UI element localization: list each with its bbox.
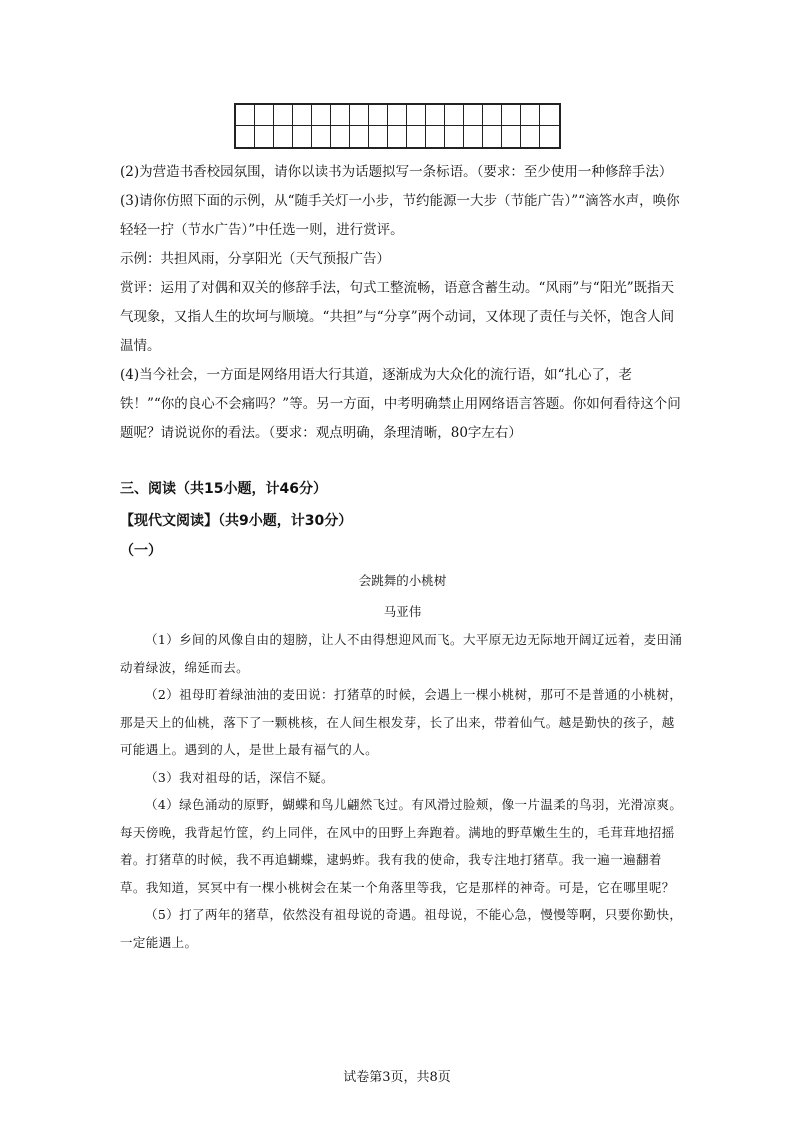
- story-paragraph: （3）我对祖母的话，深信不疑。: [145, 769, 334, 785]
- question-3: (3)请你仿照下面的示例，从“随手关灯一小步，节约能源一大步（节能广告）”“滴答水声，唤你轻轻一拧（节水广告）”中任选一则，进行赏评。: [120, 193, 680, 238]
- story-paragraph: （5）打了两年的猪草，依然没有祖母说的奇遇。祖母说，不能心急，慢慢等啊，只要你勤快，一定能遇上。: [120, 907, 683, 950]
- answer-grid[interactable]: [234, 103, 561, 149]
- grid-cell[interactable]: [255, 126, 274, 147]
- grid-cell[interactable]: [312, 126, 331, 147]
- grid-cell[interactable]: [388, 126, 407, 147]
- grid-cell[interactable]: [483, 126, 502, 147]
- story-paragraph: （2）祖母盯着绿油油的麦田说：打猪草的时候，会遇上一棵小桃树，那可不是普通的小桃树，那是天上的仙桃，落下了一颗桃核，在人间生根发芽，长了出来，带着仙气。越是勤快的孩子，越可能遇上。遇到的人，是世上最有福气的人。: [120, 687, 683, 757]
- grid-cell[interactable]: [236, 105, 255, 126]
- grid-cell[interactable]: [350, 126, 369, 147]
- grid-cell[interactable]: [407, 105, 426, 126]
- grid-cell[interactable]: [236, 126, 255, 147]
- grid-cell[interactable]: [445, 105, 464, 126]
- appreciation-text: 赏评：运用了对偶和双关的修辞手法，句式工整流畅，语意含蓄生动。“风雨”与“阳光”既指天气现象，又指人生的坎坷与顺境。“共担”与“分享”两个动词，又体现了责任与关怀，饱含人间温情。: [120, 280, 675, 354]
- section-heading: 三、阅读（共15小题，计46分）: [120, 481, 327, 497]
- part-heading: （一）: [120, 543, 162, 559]
- grid-cell[interactable]: [407, 126, 426, 147]
- grid-cell[interactable]: [521, 126, 540, 147]
- story-author: 马亚伟: [383, 604, 422, 619]
- grid-cell[interactable]: [255, 105, 274, 126]
- story-paragraph: （1）乡间的风像自由的翅膀，让人不由得想迎风而飞。大平原无边无际地开阔辽远着，麦田涌动着绿波，绵延而去。: [120, 632, 683, 675]
- grid-cell[interactable]: [502, 126, 521, 147]
- grid-cell[interactable]: [540, 126, 559, 147]
- example-text: 示例：共担风雨，分享阳光（天气预报广告）: [120, 251, 390, 267]
- page-footer: 试卷第3页，共8页: [343, 1070, 451, 1085]
- grid-cell[interactable]: [312, 105, 331, 126]
- grid-cell[interactable]: [350, 105, 369, 126]
- story-body: [120, 626, 685, 956]
- grid-cell[interactable]: [293, 105, 312, 126]
- grid-cell[interactable]: [464, 105, 483, 126]
- question-block: [120, 158, 685, 448]
- grid-cell[interactable]: [369, 126, 388, 147]
- grid-cell[interactable]: [274, 126, 293, 147]
- grid-cell[interactable]: [502, 105, 521, 126]
- grid-cell[interactable]: [464, 126, 483, 147]
- grid-cell[interactable]: [426, 105, 445, 126]
- grid-cell[interactable]: [331, 105, 350, 126]
- grid-cell[interactable]: [388, 105, 407, 126]
- story-paragraph: （4）绿色涌动的原野，蝴蝶和鸟儿翩然飞过。有风滑过脸颊，像一片温柔的鸟羽，光滑凉爽。每天傍晚，我背起竹筐，约上同伴，在风中的田野上奔跑着。满地的野草嫩生生的，毛茸茸地招摇着。打猪草的时候，我不再追蝴蝶，逮蚂蚱。我有我的使命，我专注地打猪草。我一遍一遍翻着草。我知道，冥冥中有一棵小桃树会在某一个角落里等我，它是那样的神奇。可是，它在哪里呢？: [120, 797, 683, 895]
- grid-cell[interactable]: [426, 126, 445, 147]
- grid-cell[interactable]: [293, 126, 312, 147]
- question-4: (4)当今社会，一方面是网络用语大行其道，逐渐成为大众化的流行语，如“扎心了，老铁！”“你的良心不会痛吗？”等。另一方面，中考明确禁止用网络语言答题。你如何看待这个问题呢？请说说你的看法。（要求：观点明确，条理清晰，80字左右）: [120, 367, 681, 441]
- grid-cell[interactable]: [521, 105, 540, 126]
- grid-cell[interactable]: [540, 105, 559, 126]
- story-title: 会跳舞的小桃树: [358, 573, 447, 588]
- grid-cell[interactable]: [445, 126, 464, 147]
- subsection-heading: 【现代文阅读】（共9小题，计30分）: [120, 513, 353, 529]
- question-2: (2)为营造书香校园氛围，请你以读书为话题拟写一条标语。（要求：至少使用一种修辞手法）: [120, 164, 673, 180]
- grid-cell[interactable]: [483, 105, 502, 126]
- grid-cell[interactable]: [369, 105, 388, 126]
- grid-cell[interactable]: [274, 105, 293, 126]
- grid-cell[interactable]: [331, 126, 350, 147]
